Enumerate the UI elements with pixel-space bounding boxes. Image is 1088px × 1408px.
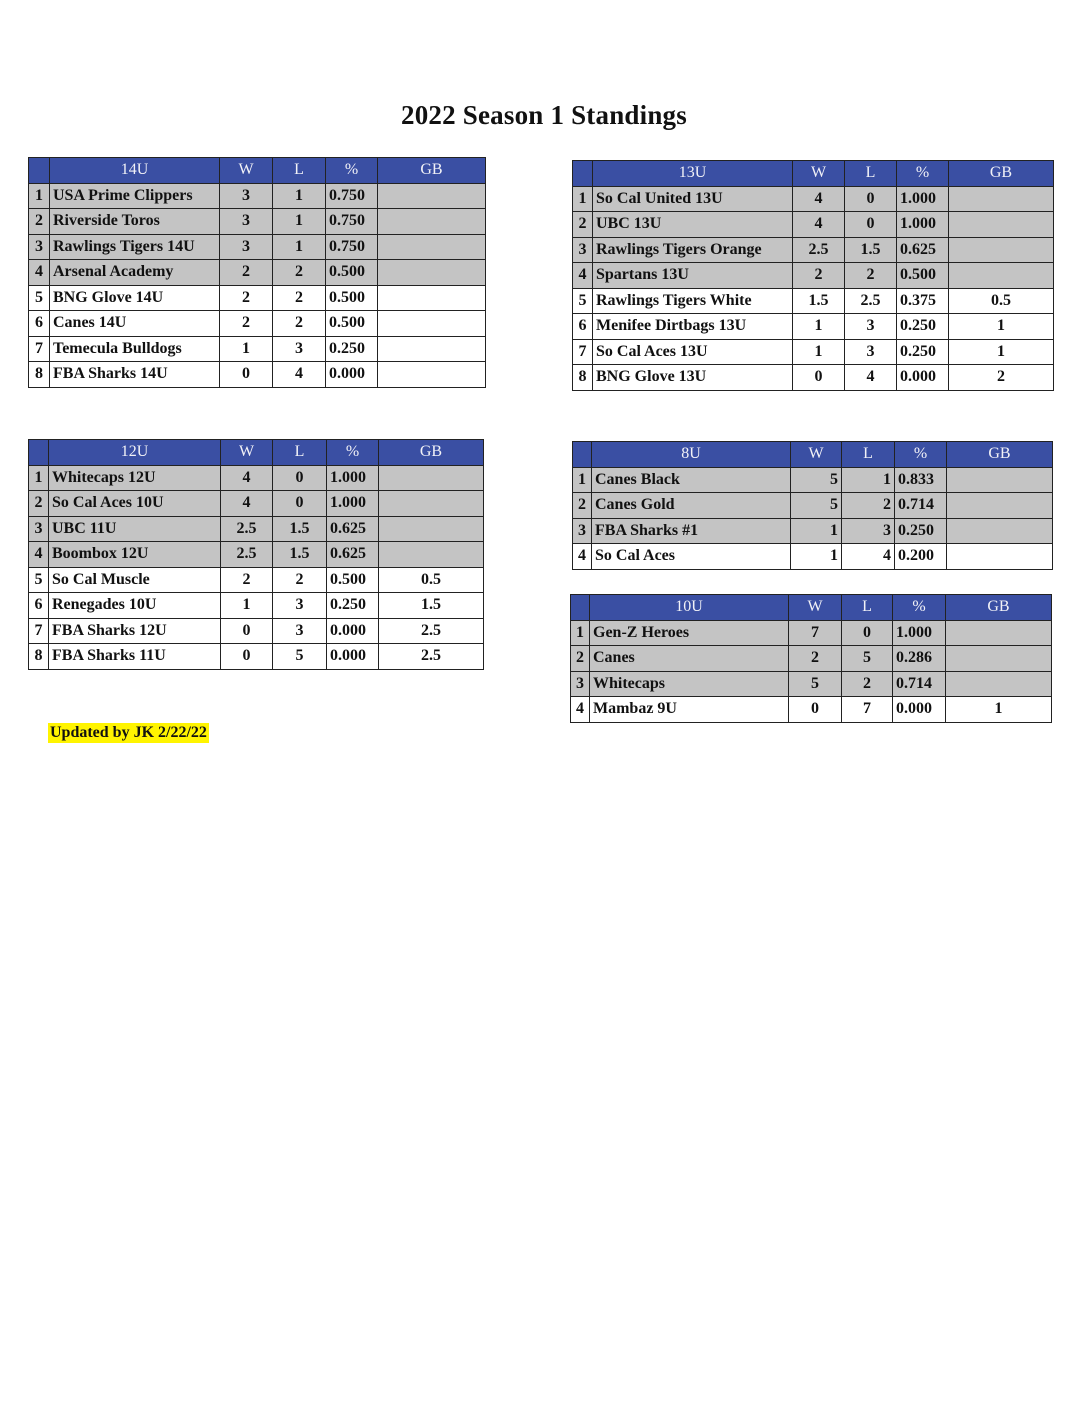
rank-cell: 7 bbox=[29, 336, 50, 362]
wins-cell: 3 bbox=[220, 209, 273, 235]
rank-cell: 2 bbox=[29, 491, 49, 517]
table-row bbox=[29, 362, 486, 388]
pct-cell: 1.000 bbox=[327, 491, 379, 517]
table-row bbox=[29, 183, 486, 209]
pct-cell: 1.000 bbox=[897, 212, 949, 238]
losses-cell: 5 bbox=[273, 644, 327, 670]
rank-cell: 3 bbox=[29, 516, 49, 542]
pct-cell: 0.286 bbox=[893, 646, 946, 672]
gb-cell bbox=[379, 542, 484, 568]
gb-cell bbox=[947, 544, 1053, 570]
rank-cell: 6 bbox=[29, 311, 50, 337]
table-row bbox=[29, 234, 486, 260]
team-cell: UBC 11U bbox=[49, 516, 221, 542]
team-cell: So Cal Muscle bbox=[49, 567, 221, 593]
team-cell: Whitecaps bbox=[590, 671, 789, 697]
losses-cell: 4 bbox=[273, 362, 326, 388]
rank-cell: 8 bbox=[29, 644, 49, 670]
rank-cell: 1 bbox=[29, 183, 50, 209]
team-cell: FBA Sharks 14U bbox=[50, 362, 220, 388]
header-division: 12U bbox=[49, 440, 221, 466]
wins-cell: 3 bbox=[220, 234, 273, 260]
pct-cell: 0.250 bbox=[327, 593, 379, 619]
wins-cell: 0 bbox=[220, 362, 273, 388]
table-row bbox=[573, 518, 1053, 544]
header-row bbox=[29, 158, 486, 184]
header-row bbox=[29, 440, 484, 466]
pct-cell: 0.250 bbox=[326, 336, 378, 362]
wins-cell: 5 bbox=[791, 493, 842, 519]
table-row bbox=[571, 620, 1052, 646]
wins-cell: 2 bbox=[793, 263, 845, 289]
losses-cell: 1.5 bbox=[273, 516, 327, 542]
pct-cell: 0.500 bbox=[326, 260, 378, 286]
losses-cell: 1.5 bbox=[273, 542, 327, 568]
header-losses: L bbox=[842, 595, 893, 621]
pct-cell: 0.000 bbox=[326, 362, 378, 388]
pct-cell: 0.625 bbox=[897, 237, 949, 263]
rank-cell: 5 bbox=[573, 288, 593, 314]
table-row bbox=[29, 285, 486, 311]
header-gb: GB bbox=[378, 158, 486, 184]
wins-cell: 0 bbox=[221, 618, 273, 644]
table-row bbox=[29, 644, 484, 670]
table-row bbox=[571, 671, 1052, 697]
pct-cell: 0.000 bbox=[897, 365, 949, 391]
header-rank bbox=[571, 595, 590, 621]
standings-table-14u bbox=[28, 157, 486, 388]
team-cell: USA Prime Clippers bbox=[50, 183, 220, 209]
gb-cell bbox=[379, 491, 484, 517]
standings-table-8u bbox=[572, 441, 1053, 570]
table-row bbox=[573, 237, 1054, 263]
table-row bbox=[573, 339, 1054, 365]
pct-cell: 0.750 bbox=[326, 209, 378, 235]
pct-cell: 0.500 bbox=[326, 311, 378, 337]
standings-table-10u bbox=[570, 594, 1052, 723]
gb-cell: 2.5 bbox=[379, 618, 484, 644]
team-cell: Canes Gold bbox=[592, 493, 791, 519]
pct-cell: 1.000 bbox=[897, 186, 949, 212]
page-title: 2022 Season 1 Standings bbox=[401, 100, 687, 130]
team-cell: BNG Glove 13U bbox=[593, 365, 793, 391]
pct-cell: 0.625 bbox=[327, 516, 379, 542]
table-row bbox=[29, 618, 484, 644]
header-pct: % bbox=[327, 440, 379, 466]
losses-cell: 1 bbox=[273, 183, 326, 209]
losses-cell: 5 bbox=[842, 646, 893, 672]
wins-cell: 2.5 bbox=[221, 542, 273, 568]
header-division: 10U bbox=[590, 595, 789, 621]
pct-cell: 0.000 bbox=[327, 644, 379, 670]
rank-cell: 1 bbox=[29, 465, 49, 491]
gb-cell bbox=[378, 234, 486, 260]
gb-cell bbox=[378, 311, 486, 337]
header-gb: GB bbox=[947, 442, 1053, 468]
losses-cell: 2 bbox=[845, 263, 897, 289]
pct-cell: 0.500 bbox=[897, 263, 949, 289]
rank-cell: 7 bbox=[29, 618, 49, 644]
pct-cell: 0.833 bbox=[895, 467, 947, 493]
team-cell: So Cal Aces 10U bbox=[49, 491, 221, 517]
header-wins: W bbox=[791, 442, 842, 468]
gb-cell bbox=[949, 263, 1054, 289]
gb-cell bbox=[378, 183, 486, 209]
gb-cell bbox=[949, 212, 1054, 238]
rank-cell: 2 bbox=[571, 646, 590, 672]
header-row bbox=[571, 595, 1052, 621]
team-cell: Temecula Bulldogs bbox=[50, 336, 220, 362]
wins-cell: 5 bbox=[791, 467, 842, 493]
pct-cell: 0.750 bbox=[326, 183, 378, 209]
table-row bbox=[573, 365, 1054, 391]
losses-cell: 3 bbox=[845, 339, 897, 365]
pct-cell: 0.250 bbox=[897, 314, 949, 340]
team-cell: Canes 14U bbox=[50, 311, 220, 337]
wins-cell: 0 bbox=[793, 365, 845, 391]
pct-cell: 0.000 bbox=[893, 697, 946, 723]
rank-cell: 7 bbox=[573, 339, 593, 365]
pct-cell: 0.500 bbox=[326, 285, 378, 311]
team-cell: Rawlings Tigers 14U bbox=[50, 234, 220, 260]
table-row bbox=[573, 314, 1054, 340]
rank-cell: 6 bbox=[29, 593, 49, 619]
header-losses: L bbox=[842, 442, 895, 468]
rank-cell: 8 bbox=[573, 365, 593, 391]
header-pct: % bbox=[897, 161, 949, 187]
header-pct: % bbox=[893, 595, 946, 621]
pct-cell: 0.000 bbox=[327, 618, 379, 644]
wins-cell: 2 bbox=[220, 311, 273, 337]
gb-cell bbox=[946, 646, 1052, 672]
wins-cell: 5 bbox=[789, 671, 842, 697]
updated-note: Updated by JK 2/22/22 bbox=[50, 724, 207, 741]
header-wins: W bbox=[221, 440, 273, 466]
rank-cell: 5 bbox=[29, 567, 49, 593]
header-pct: % bbox=[326, 158, 378, 184]
team-cell: Rawlings Tigers White bbox=[593, 288, 793, 314]
team-cell: Boombox 12U bbox=[49, 542, 221, 568]
rank-cell: 4 bbox=[29, 260, 50, 286]
header-division: 13U bbox=[593, 161, 793, 187]
gb-cell bbox=[947, 467, 1053, 493]
header-losses: L bbox=[273, 158, 326, 184]
losses-cell: 3 bbox=[842, 518, 895, 544]
pct-cell: 0.500 bbox=[327, 567, 379, 593]
pct-cell: 1.000 bbox=[327, 465, 379, 491]
gb-cell bbox=[379, 465, 484, 491]
standings-table-13u bbox=[572, 160, 1054, 391]
table-row bbox=[573, 467, 1053, 493]
header-pct: % bbox=[895, 442, 947, 468]
losses-cell: 7 bbox=[842, 697, 893, 723]
rank-cell: 2 bbox=[573, 493, 592, 519]
rank-cell: 1 bbox=[573, 467, 592, 493]
team-cell: FBA Sharks #1 bbox=[592, 518, 791, 544]
header-gb: GB bbox=[949, 161, 1054, 187]
header-rank bbox=[29, 158, 50, 184]
rank-cell: 2 bbox=[573, 212, 593, 238]
wins-cell: 1 bbox=[221, 593, 273, 619]
rank-cell: 3 bbox=[29, 234, 50, 260]
table-row bbox=[29, 542, 484, 568]
losses-cell: 3 bbox=[273, 593, 327, 619]
wins-cell: 0 bbox=[789, 697, 842, 723]
team-cell: So Cal United 13U bbox=[593, 186, 793, 212]
table-row bbox=[29, 516, 484, 542]
gb-cell bbox=[946, 620, 1052, 646]
rank-cell: 2 bbox=[29, 209, 50, 235]
gb-cell: 0.5 bbox=[379, 567, 484, 593]
wins-cell: 2 bbox=[220, 260, 273, 286]
gb-cell bbox=[378, 362, 486, 388]
losses-cell: 0 bbox=[273, 465, 327, 491]
wins-cell: 3 bbox=[220, 183, 273, 209]
losses-cell: 2 bbox=[842, 493, 895, 519]
wins-cell: 4 bbox=[793, 212, 845, 238]
table-row bbox=[573, 288, 1054, 314]
wins-cell: 1 bbox=[220, 336, 273, 362]
standings-table-12u bbox=[28, 439, 484, 670]
rank-cell: 3 bbox=[571, 671, 590, 697]
wins-cell: 4 bbox=[221, 465, 273, 491]
wins-cell: 1 bbox=[793, 314, 845, 340]
gb-cell bbox=[949, 237, 1054, 263]
gb-cell bbox=[378, 336, 486, 362]
header-rank bbox=[573, 161, 593, 187]
wins-cell: 7 bbox=[789, 620, 842, 646]
pct-cell: 0.250 bbox=[895, 518, 947, 544]
losses-cell: 0 bbox=[842, 620, 893, 646]
gb-cell bbox=[378, 209, 486, 235]
gb-cell: 2 bbox=[949, 365, 1054, 391]
header-division: 8U bbox=[592, 442, 791, 468]
losses-cell: 3 bbox=[273, 336, 326, 362]
losses-cell: 0 bbox=[845, 186, 897, 212]
wins-cell: 2 bbox=[789, 646, 842, 672]
losses-cell: 2 bbox=[273, 567, 327, 593]
team-cell: Gen-Z Heroes bbox=[590, 620, 789, 646]
gb-cell bbox=[947, 493, 1053, 519]
header-losses: L bbox=[273, 440, 327, 466]
table-row bbox=[29, 491, 484, 517]
gb-cell: 1 bbox=[949, 314, 1054, 340]
header-wins: W bbox=[793, 161, 845, 187]
gb-cell bbox=[378, 260, 486, 286]
pct-cell: 0.375 bbox=[897, 288, 949, 314]
table-row bbox=[573, 186, 1054, 212]
gb-cell bbox=[947, 518, 1053, 544]
header-gb: GB bbox=[946, 595, 1052, 621]
team-cell: Rawlings Tigers Orange bbox=[593, 237, 793, 263]
losses-cell: 1 bbox=[273, 209, 326, 235]
gb-cell bbox=[379, 516, 484, 542]
gb-cell bbox=[949, 186, 1054, 212]
rank-cell: 6 bbox=[573, 314, 593, 340]
rank-cell: 4 bbox=[571, 697, 590, 723]
losses-cell: 1.5 bbox=[845, 237, 897, 263]
team-cell: Menifee Dirtbags 13U bbox=[593, 314, 793, 340]
team-cell: FBA Sharks 11U bbox=[49, 644, 221, 670]
team-cell: Canes bbox=[590, 646, 789, 672]
gb-cell: 1.5 bbox=[379, 593, 484, 619]
team-cell: Renegades 10U bbox=[49, 593, 221, 619]
table-row bbox=[573, 212, 1054, 238]
wins-cell: 1 bbox=[793, 339, 845, 365]
table-row bbox=[29, 336, 486, 362]
header-gb: GB bbox=[379, 440, 484, 466]
losses-cell: 2.5 bbox=[845, 288, 897, 314]
rank-cell: 3 bbox=[573, 518, 592, 544]
losses-cell: 0 bbox=[845, 212, 897, 238]
wins-cell: 2.5 bbox=[221, 516, 273, 542]
wins-cell: 4 bbox=[793, 186, 845, 212]
rank-cell: 1 bbox=[573, 186, 593, 212]
wins-cell: 2 bbox=[220, 285, 273, 311]
wins-cell: 2 bbox=[221, 567, 273, 593]
team-cell: BNG Glove 14U bbox=[50, 285, 220, 311]
table-row bbox=[29, 567, 484, 593]
team-cell: UBC 13U bbox=[593, 212, 793, 238]
table-row bbox=[29, 593, 484, 619]
losses-cell: 3 bbox=[273, 618, 327, 644]
pct-cell: 0.200 bbox=[895, 544, 947, 570]
rank-cell: 4 bbox=[573, 544, 592, 570]
table-row bbox=[29, 465, 484, 491]
table-row bbox=[571, 646, 1052, 672]
losses-cell: 3 bbox=[845, 314, 897, 340]
pct-cell: 0.250 bbox=[897, 339, 949, 365]
team-cell: Whitecaps 12U bbox=[49, 465, 221, 491]
team-cell: FBA Sharks 12U bbox=[49, 618, 221, 644]
pct-cell: 1.000 bbox=[893, 620, 946, 646]
wins-cell: 1.5 bbox=[793, 288, 845, 314]
header-rank bbox=[29, 440, 49, 466]
gb-cell bbox=[946, 671, 1052, 697]
wins-cell: 1 bbox=[791, 544, 842, 570]
table-row bbox=[573, 263, 1054, 289]
pct-cell: 0.625 bbox=[327, 542, 379, 568]
rank-cell: 5 bbox=[29, 285, 50, 311]
rank-cell: 3 bbox=[573, 237, 593, 263]
header-wins: W bbox=[220, 158, 273, 184]
team-cell: So Cal Aces bbox=[592, 544, 791, 570]
gb-cell bbox=[378, 285, 486, 311]
table-row bbox=[29, 311, 486, 337]
pct-cell: 0.750 bbox=[326, 234, 378, 260]
rank-cell: 4 bbox=[573, 263, 593, 289]
table-row bbox=[29, 209, 486, 235]
losses-cell: 4 bbox=[845, 365, 897, 391]
team-cell: Arsenal Academy bbox=[50, 260, 220, 286]
losses-cell: 2 bbox=[273, 311, 326, 337]
gb-cell: 2.5 bbox=[379, 644, 484, 670]
team-cell: Spartans 13U bbox=[593, 263, 793, 289]
wins-cell: 1 bbox=[791, 518, 842, 544]
team-cell: Canes Black bbox=[592, 467, 791, 493]
team-cell: So Cal Aces 13U bbox=[593, 339, 793, 365]
wins-cell: 4 bbox=[221, 491, 273, 517]
losses-cell: 1 bbox=[842, 467, 895, 493]
losses-cell: 0 bbox=[273, 491, 327, 517]
losses-cell: 2 bbox=[273, 285, 326, 311]
rank-cell: 1 bbox=[571, 620, 590, 646]
pct-cell: 0.714 bbox=[893, 671, 946, 697]
header-rank bbox=[573, 442, 592, 468]
gb-cell: 1 bbox=[946, 697, 1052, 723]
header-losses: L bbox=[845, 161, 897, 187]
table-row bbox=[573, 493, 1053, 519]
table-row bbox=[29, 260, 486, 286]
header-wins: W bbox=[789, 595, 842, 621]
wins-cell: 0 bbox=[221, 644, 273, 670]
losses-cell: 2 bbox=[273, 260, 326, 286]
pct-cell: 0.714 bbox=[895, 493, 947, 519]
rank-cell: 4 bbox=[29, 542, 49, 568]
header-division: 14U bbox=[50, 158, 220, 184]
team-cell: Mambaz 9U bbox=[590, 697, 789, 723]
losses-cell: 4 bbox=[842, 544, 895, 570]
team-cell: Riverside Toros bbox=[50, 209, 220, 235]
table-row bbox=[571, 697, 1052, 723]
table-row bbox=[573, 544, 1053, 570]
gb-cell: 1 bbox=[949, 339, 1054, 365]
header-row bbox=[573, 442, 1053, 468]
gb-cell: 0.5 bbox=[949, 288, 1054, 314]
losses-cell: 1 bbox=[273, 234, 326, 260]
losses-cell: 2 bbox=[842, 671, 893, 697]
rank-cell: 8 bbox=[29, 362, 50, 388]
wins-cell: 2.5 bbox=[793, 237, 845, 263]
header-row bbox=[573, 161, 1054, 187]
